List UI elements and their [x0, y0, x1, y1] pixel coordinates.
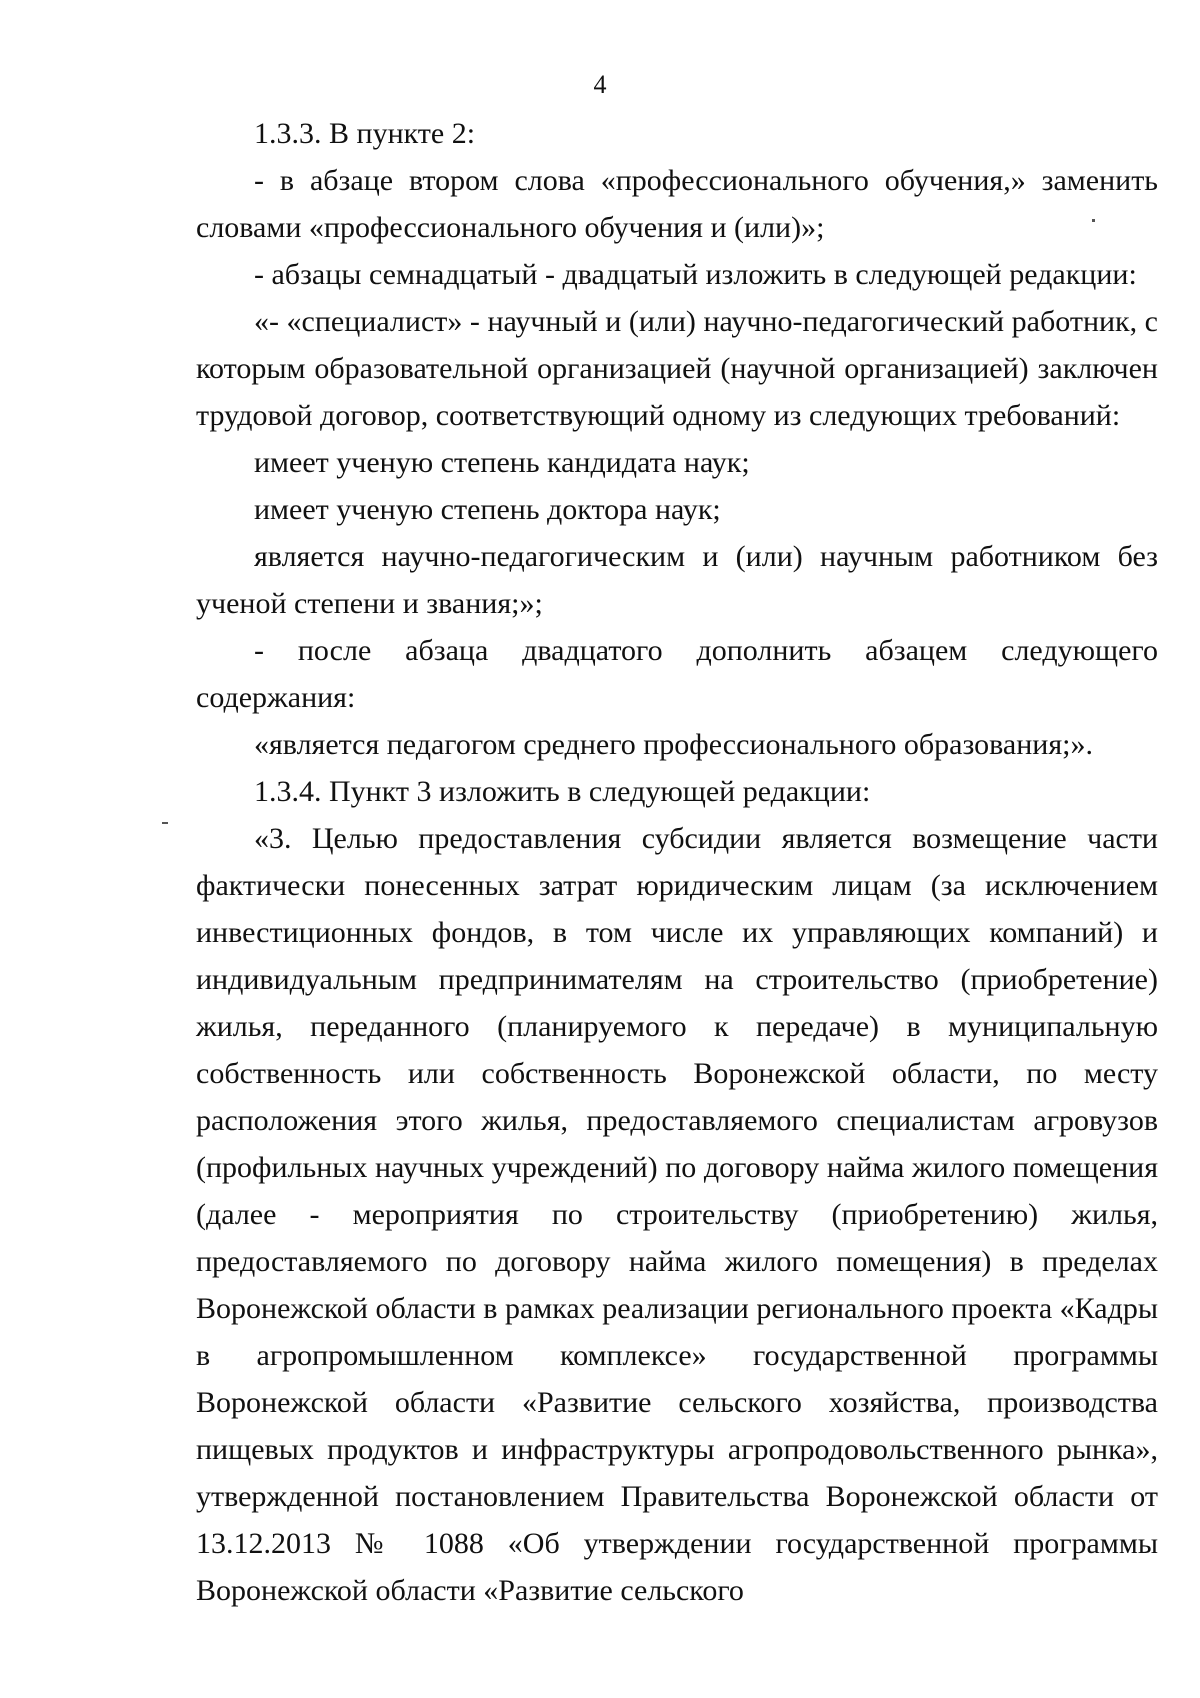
paragraph-subsidy-purpose: «3. Целью предоставления субсидии является возмещение части фактически понесенных затрат юридическим лицам (за исключением инвестиционных фондов, в том числе их управляющих компаний) и индивидуальным предпринимателям на строительство (приобретение) жилья, переданного (планируемого к передаче) в муниципальную собственность или собственность Воронежской области, по месту расположения этого жилья, предоставляемого специалистам агровузов (профильных научных учреждений) по договору найма жилого помещения (далее - мероприятия по строительству (приобретению) жилья, предоставляемого по договору найма жилого помещения) в пределах Воронежской области в рамках реализации регионального проекта «Кадры в агропромышленном комплексе» государственной программы Воронежской области «Развитие сельского хозяйства, производства пищевых продуктов и инфраструктуры агропродовольственного рынка», утвержденной постановлением Правительства Воронежской области от 13.12.2013 № 1088 «Об утверждении государственной программы Воронежской области «Развитие сельского	[196, 822, 1158, 1607]
paragraph-add-after-20: - после абзаца двадцатого дополнить абзацем следующего содержания:	[196, 634, 1158, 714]
paragraph-1-3-4-heading: 1.3.4. Пункт 3 изложить в следующей редакции:	[254, 775, 871, 808]
page-number: 4	[593, 70, 607, 99]
paragraph-amend-17-20: - абзацы семнадцатый - двадцатый изложить в следующей редакции:	[254, 258, 1137, 291]
paragraph-specialist-definition: «- «специалист» - научный и (или) научно-педагогический работник, с которым образовательной организацией (научной организацией) заключен трудовой договор, соответствующий одному из следующих требований:	[196, 305, 1158, 432]
document-body	[196, 110, 1158, 1614]
paragraph-spo-teacher: «является педагогом среднего профессионального образования;».	[254, 728, 1093, 761]
paragraph-candidate-degree: имеет ученую степень кандидата наук;	[254, 446, 750, 479]
scan-artifact-mark	[162, 822, 168, 824]
paragraph-amend-second: - в абзаце втором слова «профессионального обучения,» заменить словами «профессионального обучения и (или)»;	[196, 164, 1158, 244]
scan-artifact-mark	[1092, 219, 1095, 222]
paragraph-1-3-3-heading: 1.3.3. В пункте 2:	[254, 117, 476, 150]
paragraph-doctor-degree: имеет ученую степень доктора наук;	[254, 493, 721, 526]
paragraph-no-degree: является научно-педагогическим и (или) научным работником без ученой степени и звания;»;	[196, 540, 1158, 620]
